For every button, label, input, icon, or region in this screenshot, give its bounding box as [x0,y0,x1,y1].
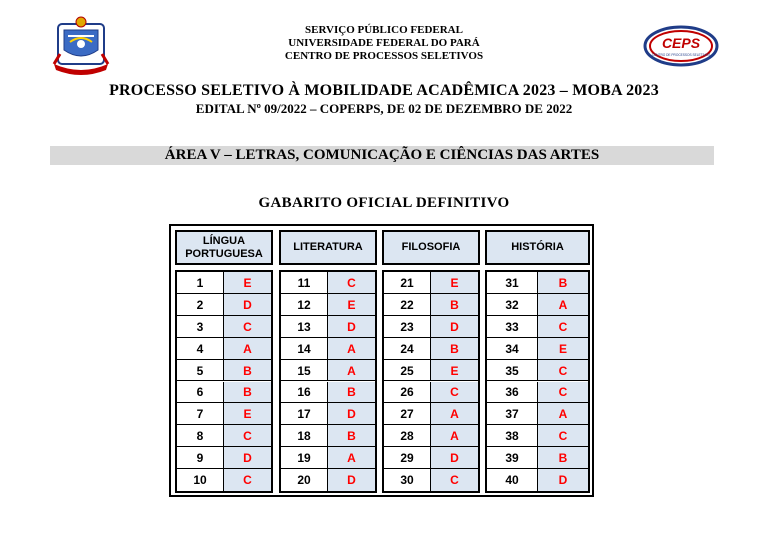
question-number: 19 [281,447,328,469]
answer-letter: A [328,360,375,382]
answer-letter: C [538,316,588,338]
area-banner [50,146,714,165]
answer-letter: C [538,360,588,382]
answer-letter: B [431,294,478,316]
answer-row [487,425,588,447]
question-number: 27 [384,403,431,425]
question-number: 14 [281,338,328,360]
answer-row [177,360,271,382]
answer-row [177,447,271,469]
answer-row [384,338,478,360]
answer-row [384,360,478,382]
answer-row [487,272,588,294]
answer-letter: E [431,360,478,382]
document-title: PROCESSO SELETIVO À MOBILIDADE ACADÊMICA 2023 – MOBA 2023 [109,82,659,99]
gabarito-title: GABARITO OFICIAL DEFINITIVO [258,195,510,211]
answer-letter: B [328,382,375,404]
answer-row [281,469,375,491]
answer-letter: D [224,294,271,316]
question-number: 29 [384,447,431,469]
answer-row [281,338,375,360]
answer-row [177,403,271,425]
answer-letter: A [224,338,271,360]
section-header-line2: PORTUGUESA [185,247,263,260]
question-number: 32 [487,294,538,316]
question-number: 34 [487,338,538,360]
question-number: 9 [177,447,224,469]
question-number: 15 [281,360,328,382]
question-number: 13 [281,316,328,338]
answer-row [487,447,588,469]
answer-row [281,382,375,404]
answer-row [177,294,271,316]
question-number: 24 [384,338,431,360]
question-number: 40 [487,469,538,491]
section-header-filosofia [382,230,480,265]
answer-letter: E [328,294,375,316]
section-header-label: FILOSOFIA [401,241,461,253]
header-line-3: CENTRO DE PROCESSOS SELETIVOS [284,50,484,62]
answer-row [281,294,375,316]
question-number: 11 [281,272,328,294]
question-number: 18 [281,425,328,447]
question-number: 23 [384,316,431,338]
question-number: 35 [487,360,538,382]
answer-letter: A [328,447,375,469]
answer-row [281,447,375,469]
answer-letter: A [328,338,375,360]
answer-row [177,382,271,404]
question-number: 12 [281,294,328,316]
question-number: 37 [487,403,538,425]
answer-row [487,294,588,316]
answer-key-table [169,224,594,497]
answer-letter: D [538,469,588,491]
answer-letter: E [538,338,588,360]
question-number: 16 [281,382,328,404]
answer-row [487,382,588,404]
question-number: 20 [281,469,328,491]
answer-row [384,272,478,294]
section-grid-3 [485,270,590,493]
question-number: 7 [177,403,224,425]
answer-letter: E [224,272,271,294]
question-number: 25 [384,360,431,382]
question-number: 4 [177,338,224,360]
answer-letter: C [431,382,478,404]
answer-letter: D [224,447,271,469]
section-header-historia [485,230,590,265]
answer-row [487,469,588,491]
answer-letter: B [328,425,375,447]
answer-letter: C [224,425,271,447]
question-number: 28 [384,425,431,447]
section-header-literatura [279,230,377,265]
section-header-line1: LÍNGUA [202,234,246,247]
answer-letter: D [328,403,375,425]
ceps-logo-subtext: CENTRO DE PROCESSOS SELETIVOS [651,53,711,57]
question-number: 3 [177,316,224,338]
question-number: 17 [281,403,328,425]
question-number: 8 [177,425,224,447]
answer-letter: D [328,469,375,491]
answer-letter: B [538,272,588,294]
section-grid-1 [279,270,377,493]
answer-letter: B [224,382,271,404]
answer-row [384,425,478,447]
question-number: 30 [384,469,431,491]
answer-row [177,338,271,360]
answer-row [177,469,271,491]
section-header-label: LITERATURA [293,241,363,253]
section-header-label: HISTÓRIA [511,241,564,253]
answer-letter: A [431,425,478,447]
question-number: 6 [177,382,224,404]
answer-letter: D [328,316,375,338]
answer-row [384,403,478,425]
answer-letter: D [431,447,478,469]
answer-letter: C [431,469,478,491]
question-number: 36 [487,382,538,404]
answer-letter: C [328,272,375,294]
answer-row [384,316,478,338]
question-number: 26 [384,382,431,404]
answer-row [281,316,375,338]
ceps-logo-text: CEPS [661,35,701,51]
question-number: 2 [177,294,224,316]
answer-row [384,469,478,491]
answer-letter: C [224,316,271,338]
answer-row [487,316,588,338]
answer-row [384,294,478,316]
answer-row [487,338,588,360]
answer-letter: B [538,447,588,469]
answer-row [177,272,271,294]
answer-letter: E [224,403,271,425]
answer-row [487,360,588,382]
document-subtitle: EDITAL Nº 09/2022 – COPERPS, DE 02 DE DEZEMBRO DE 2022 [195,101,573,116]
answer-letter: E [431,272,478,294]
answer-letter: B [224,360,271,382]
question-number: 22 [384,294,431,316]
answer-letter: C [538,382,588,404]
answer-row [281,425,375,447]
answer-letter: C [224,469,271,491]
answer-row [384,447,478,469]
answer-letter: D [431,316,478,338]
question-number: 38 [487,425,538,447]
answer-letter: A [538,294,588,316]
question-number: 1 [177,272,224,294]
section-header-lingua-portuguesa [175,230,273,265]
question-number: 39 [487,447,538,469]
answer-row [281,272,375,294]
answer-letter: C [538,425,588,447]
answer-row [177,425,271,447]
answer-row [487,403,588,425]
question-number: 10 [177,469,224,491]
answer-row [281,360,375,382]
answer-row [177,316,271,338]
area-title: ÁREA V – LETRAS, COMUNICAÇÃO E CIÊNCIAS DAS ARTES [164,147,600,163]
answer-letter: B [431,338,478,360]
question-number: 33 [487,316,538,338]
section-grid-2 [382,270,480,493]
question-number: 21 [384,272,431,294]
answer-letter: A [431,403,478,425]
answer-letter: A [538,403,588,425]
header-line-2: UNIVERSIDADE FEDERAL DO PARÁ [288,37,480,49]
question-number: 5 [177,360,224,382]
answer-row [281,403,375,425]
section-grid-0 [175,270,273,493]
header-line-1: SERVIÇO PÚBLICO FEDERAL [305,24,463,36]
question-number: 31 [487,272,538,294]
answer-row [384,382,478,404]
